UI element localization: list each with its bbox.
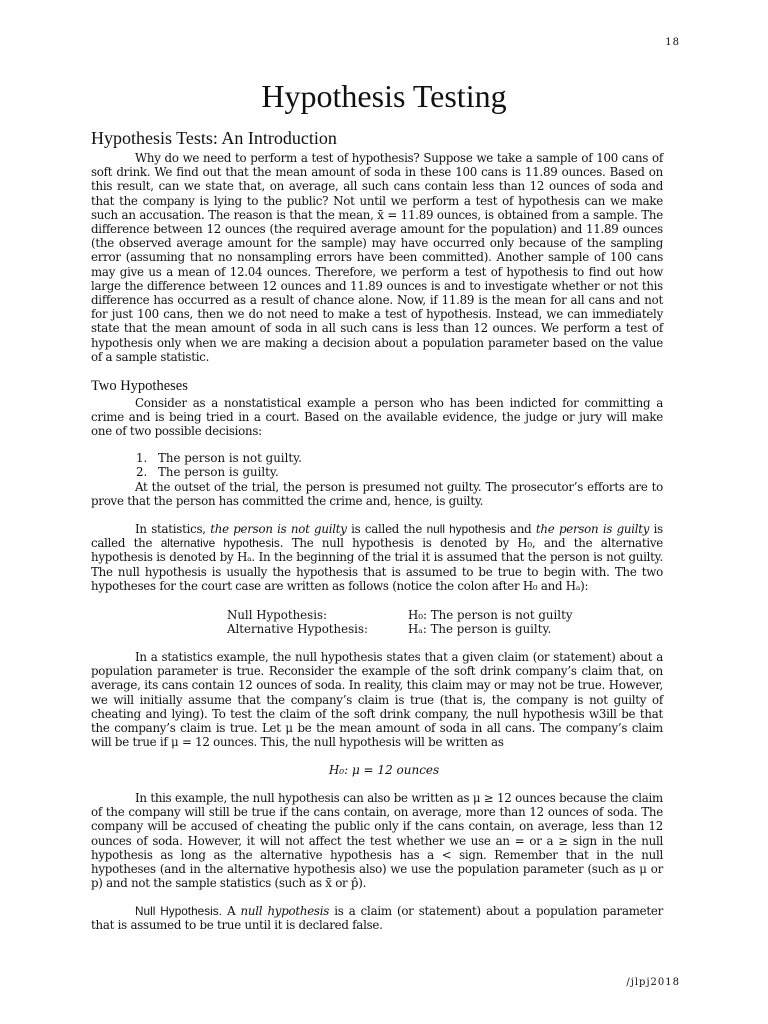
two-hypotheses-text-block-4 xyxy=(91,650,663,749)
hypothesis-label: Null Hypothesis: xyxy=(227,608,327,622)
text-span: . The null hypothesis is denoted by H₀, and the alternative hypothesis is denoted by Hₐ. In the beginning of the trial it is assumed that the person is not guilty. The null hypothesis is usually the hypothesis that is assumed to be true to begin with. The two hypotheses for the court case are written as follows (notice the colon after H₀ and Hₐ): xyxy=(91,536,663,593)
text-span: A xyxy=(221,904,241,918)
section-heading-two-hypotheses: Two Hypotheses xyxy=(91,378,188,394)
list-item xyxy=(136,451,302,465)
two-hypotheses-text-block-5 xyxy=(91,791,663,890)
footer-signature: /jlpj2018 xyxy=(626,977,680,988)
paragraph-presumed-not-guilty: At the outset of the trial, the person is presumed not guilty. The prosecutor’s efforts are to prove that the person has committed the crime and, hence, is guilty. xyxy=(91,480,663,509)
page-title: Hypothesis Testing xyxy=(261,78,507,114)
two-hypotheses-text-block-2 xyxy=(91,480,663,508)
section-heading-intro: Hypothesis Tests: An Introduction xyxy=(91,128,337,148)
list-item xyxy=(136,465,302,479)
hypothesis-row-alternative xyxy=(227,622,572,636)
paragraph-null-alternative-definition xyxy=(91,522,663,593)
null-hypothesis-equation: H₀: μ = 12 ounces xyxy=(328,763,440,777)
hypothesis-statement: Hₐ: The person is guilty. xyxy=(408,622,552,637)
term-null-hypothesis: null hypothesis xyxy=(426,522,506,536)
two-hypotheses-text-block-6 xyxy=(91,904,663,932)
page-number: 18 xyxy=(665,37,680,48)
intro-paragraph: Why do we need to perform a test of hypothesis? Suppose we take a sample of 100 cans of soft drink. We find out that the mean amount of soda in these 100 cans is 11.89 ounces. Based on this result, can we state that, on average, all such cans contain less than 12 ounces of soda and that the company is lying to the public? Not until we perform a test of hypothesis can we make such an accusation. The reason is that the mean, x̄ = 11.89 ounces, is obtained from a sample. The difference between 12 ounces (the required average amount for the population) and 11.89 ounces (the observed average amount for the sample) may have occurred only because of the sampling error (assuming that no nonsampling errors have been committed). Another sample of 100 cans may give us a mean of 12.04 ounces. Therefore, we perform a test of hypothesis to find out how large the difference between 12 ounces and 11.89 ounces is and to investigate whether or not this difference has occurred as a result of chance alone. Now, if 11.89 is the mean for all cans and not for just 100 cans, then we do not need to make a test of hypothesis. Instead, we can immediately state that the mean amount of soda in all such cans is less than 12 ounces. We perform a test of hypothesis only when we are making a decision about a population parameter based on the value of a sample statistic. xyxy=(91,151,663,364)
list-item-number: 2. xyxy=(136,465,148,480)
list-item-text: The person is not guilty. xyxy=(158,451,302,465)
paragraph-inequality-note: In this example, the null hypothesis can also be written as μ ≥ 12 ounces because the claim of the company will still be true if the cans contain, on average, more than 12 ounces of soda. The company will be accused of cheating the public only if the cans contain, on average, less than 12 ounces of soda. However, it will not affect the test whether we use an = or a ≥ sign in the null hypothesis as long as the alternative hypothesis has a < sign. Remember that in the null hypotheses (and in the alternative hypothesis also) we use the population parameter (such as μ or p) and not the sample statistics (such as x̄ or p̂). xyxy=(91,791,663,891)
paragraph-null-hypothesis-definition xyxy=(91,904,663,932)
list-item-number: 1. xyxy=(136,451,148,465)
emphasis-guilty: the person is guilty xyxy=(535,522,650,536)
paragraph-court-example: Consider as a nonstatistical example a person who has been indicted for committing a crime and is being tried in a court. Based on the available evidence, the judge or jury will make one of two possible decisions: xyxy=(91,396,663,439)
paragraph-soft-drink-claim: In a statistics example, the null hypothesis states that a given claim (or statement) about a population parameter is true. Reconsider the example of the soft drink company’s claim that, on average, its cans contain 12 ounces of soda. In reality, this claim may or may not be true. However, we will initially assume that the company’s claim is true (that is, the company is not guilty of cheating and lying). To test the claim of the soft drink company, the null hypothesis w3ill be that the company’s claim is true. Let μ be the mean amount of soda in all cans. The company’s claim will be true if μ = 12 ounces. This, the null hypothesis will be written as xyxy=(91,650,663,750)
list-item-text: The person is guilty. xyxy=(158,465,279,480)
hypothesis-row-null xyxy=(227,608,572,622)
decision-list xyxy=(136,451,302,479)
term-null-hypothesis-heading: Null Hypothesis. xyxy=(135,904,222,918)
text-span: In statistics, xyxy=(135,522,211,536)
hypothesis-label: Alternative Hypothesis: xyxy=(227,622,368,637)
text-span: is called the xyxy=(346,522,427,536)
text-span: is called the xyxy=(91,522,663,551)
intro-text-block xyxy=(91,151,663,364)
text-span: is a claim (or statement) about a population parameter that is assumed to be true until it is declared false. xyxy=(91,904,664,933)
hypotheses-table xyxy=(227,608,572,637)
hypothesis-statement: H₀: The person is not guilty xyxy=(408,608,573,622)
two-hypotheses-text-block-3 xyxy=(91,522,663,593)
emphasis-not-guilty: the person is not guilty xyxy=(210,522,347,536)
two-hypotheses-text-block-1 xyxy=(91,396,663,439)
text-span: and xyxy=(505,522,536,536)
term-alternative-hypothesis: alternative hypothesis xyxy=(160,536,280,551)
emphasis-null-hypothesis: null hypothesis xyxy=(240,904,330,918)
